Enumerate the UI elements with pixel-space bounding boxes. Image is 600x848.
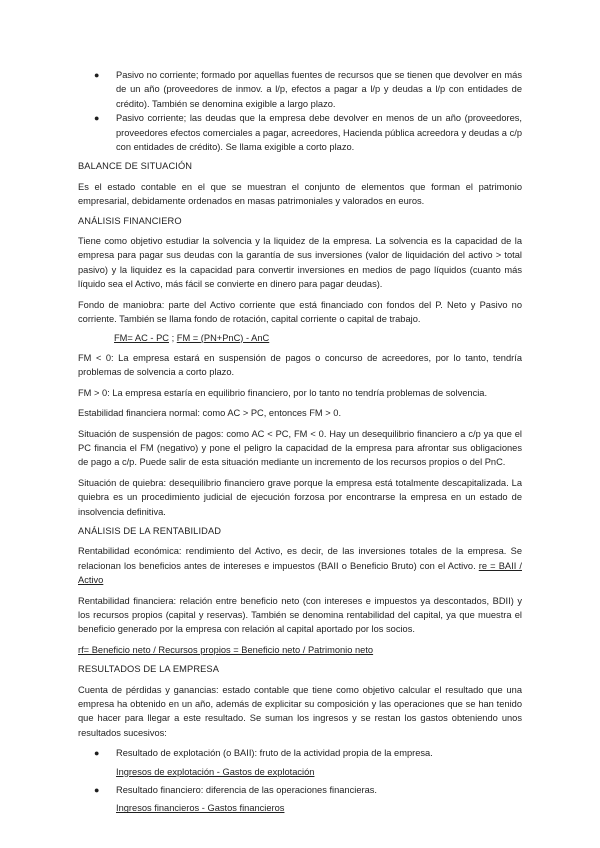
list-item [78,68,522,111]
cuenta-pyg-text: Cuenta de pérdidas y ganancias: estado contable que tiene como objetivo calcular el resultado que una empresa ha obtenido en un año, además de explicitar su composición y las operaciones que se han tenido que hacer para llegar a este resultado. Se suman los ingresos y se restan los gastos obteniendo unos resultados sucesivos: [78,684,522,738]
rentabilidad-economica-text [78,544,522,587]
analisis-financiero-heading: ANÁLISIS FINANCIERO [78,215,182,226]
fondo-maniobra-text: Fondo de maniobra: parte del Activo corriente que está financiado con fondos del P. Neto y Pasivo no corriente. También se llama fondo de rotación, capital corriente o capital de trabajo. [78,299,522,325]
resultados-list-2 [78,783,522,797]
list-item [78,111,522,154]
resultado-explotacion-text: Resultado de explotación (o BAII): fruto de la actividad propia de la empresa. [116,748,433,759]
rentabilidad-financiera-formula-line [78,643,522,657]
bullet-icon: ● [94,748,100,759]
rentabilidad-economica-formula: re = BAII / Activo [78,560,522,586]
balance-text: Es el estado contable en el que se muestran el conjunto de elementos que forman el patrimonio empresarial, debidamente ordenados en masas patrimoniales y valorados en euros. [78,181,522,207]
quiebra-text: Situación de quiebra: desequilibrio financiero grave porque la empresa está totalmente descapitalizada. La quiebra es un procedimiento judicial de ejecución forzosa por encontrarse la empresa en un estado de insolvencia definitiva. [78,477,522,517]
estabilidad-text: Estabilidad financiera normal: como AC > PC, entonces FM > 0. [78,408,342,419]
fm-negativo-text: FM < 0: La empresa estará en suspensión de pagos o concurso de acreedores, por lo tanto, tendría problemas de solvencia a corto plazo. [78,352,522,378]
list-item [78,746,522,760]
resultado-explotacion-formula: Ingresos de explotación - Gastos de explotación [116,766,315,777]
resultado-financiero-formula-line [78,801,522,815]
document-page [78,68,522,818]
rentabilidad-financiera-text: Rentabilidad financiera: relación entre beneficio neto (con intereses e impuestos ya descontados, BDII) y los recursos propios (capital y reservas). También se denomina rentabilidad del capital, ya que muestra el beneficio generado por la empresa con relación al capital aportado por los socios. [78,595,522,635]
list-item [78,783,522,797]
fondo-maniobra-formula [78,331,522,345]
formula-fm-pn: FM = (PN+PnC) - AnC [176,332,270,343]
resultados-heading: RESULTADOS DE LA EMPRESA [78,664,220,675]
bullet-icon: ● [94,785,100,796]
analisis-financiero-intro: Tiene como objetivo estudiar la solvencia y la liquidez de la empresa. La solvencia es la capacidad de la empresa para pagar sus deudas con la garantía de sus inversiones (valor de liquidación del activo > total pasivo) y la liquidez es la capacidad para convertir inversiones en medios de pago líquidos (cuanto más líquido sea el Activo, más fácil se convierte en dinero para pagar deudas). [78,236,522,290]
formula-fm-ac-pc: FM= AC - PC [114,332,170,343]
pasivo-corriente-text: Pasivo corriente; las deudas que la empresa debe devolver en menos de un año (proveedores, proveedores efectos comerciales a pagar, acreedores, Hacienda pública acreedora y deudas a c/p con entidades de crédito). Se llama exigible a corto plazo. [116,113,522,153]
rentabilidad-economica-desc: Rentabilidad económica: rendimiento del Activo, es decir, de las inversiones totales de la empresa. Se relacionan los beneficios antes de intereses e impuestos (BAII o Beneficio Bruto) con el Activo. [78,546,522,571]
resultado-explotacion-formula-line [78,765,522,779]
bullet-icon: ● [94,113,100,124]
rentabilidad-heading: ANÁLISIS DE LA RENTABILIDAD [78,525,222,536]
fm-positivo-text: FM > 0: La empresa estaría en equilibrio financiero, por lo tanto no tendría problemas de solvencia. [78,387,488,398]
pasivo-no-corriente-text: Pasivo no corriente; formado por aquellas fuentes de recursos que se tienen que devolver en más de un año (proveedores de inmov. a l/p, efectos a pagar a l/p y deudas a l/p con entidades de crédito). También se denomina exigible a largo plazo. [116,70,522,109]
formula-separator: ; [169,332,177,343]
resultados-list [78,746,522,760]
bullet-icon: ● [94,70,100,80]
balance-heading: BALANCE DE SITUACIÓN [78,161,193,172]
pasivo-list [78,68,522,154]
resultado-financiero-text: Resultado financiero: diferencia de las operaciones financieras. [116,785,377,796]
resultado-financiero-formula: Ingresos financieros - Gastos financieros [116,803,285,814]
rentabilidad-financiera-formula: rf= Beneficio neto / Recursos propios = Beneficio neto / Patrimonio neto [78,644,374,655]
suspension-pagos-text: Situación de suspensión de pagos: como AC < PC, FM < 0. Hay un desequilibrio financiero a c/p ya que el PC financia el FM (negativo) y pone el peligro la capacidad de la empresa para afrontar sus obligaciones de pago a c/p. Puede salir de esta situación mediante un incremento de los recursos propios o del PnC. [78,428,522,468]
